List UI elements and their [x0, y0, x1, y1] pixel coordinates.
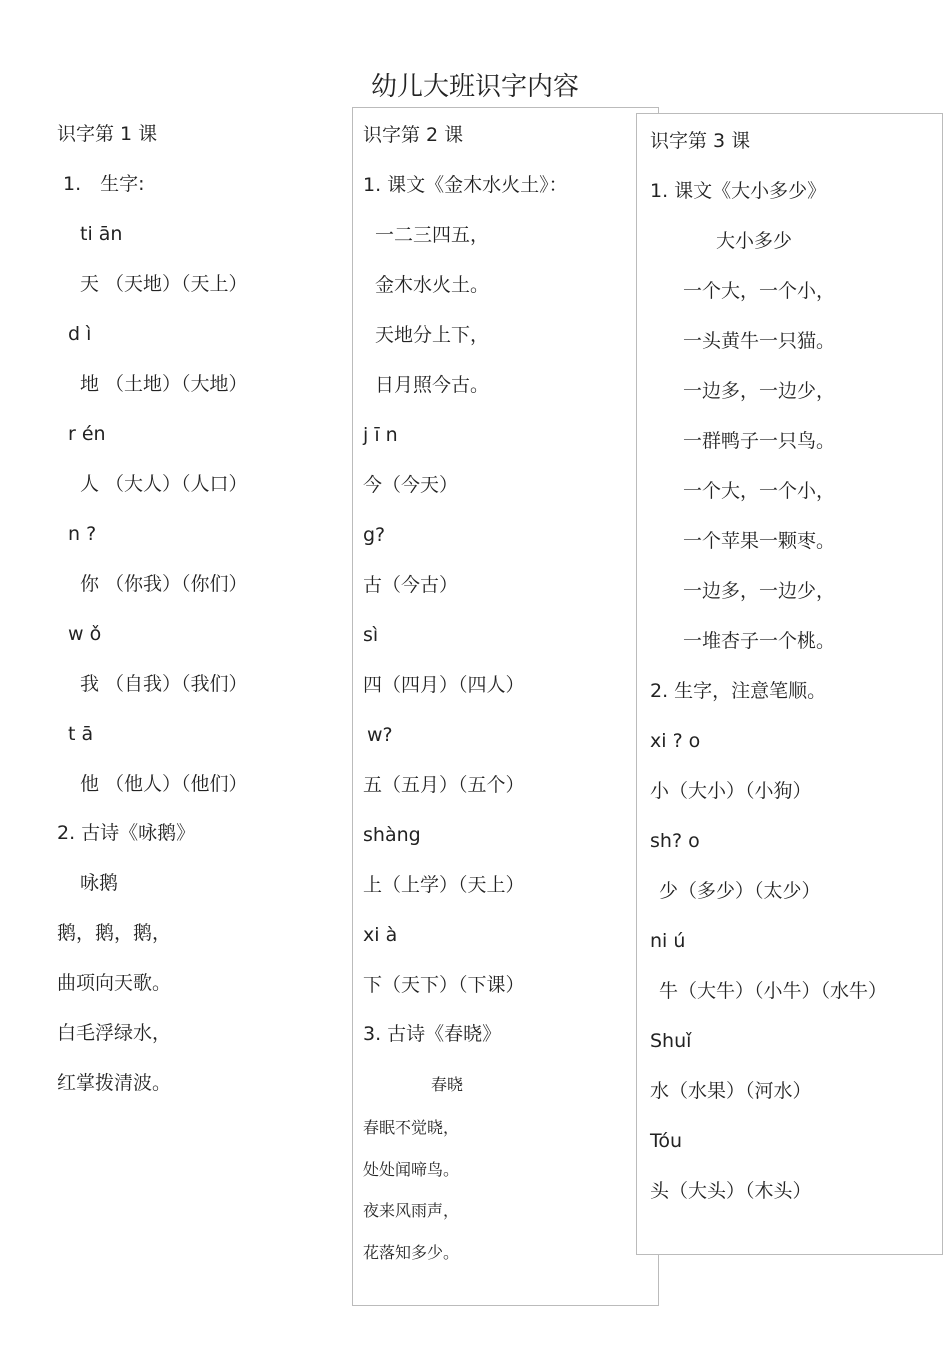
text-title: 大小多少 — [716, 230, 793, 252]
character-line: 古（今古） — [363, 574, 459, 596]
pinyin: ti ān — [80, 223, 123, 245]
text-line: 金木水火土。 — [375, 274, 490, 296]
text-line: 一边多，一边少， — [683, 580, 836, 602]
lesson-1-section-2: 2. 古诗《咏鹅》 — [57, 822, 196, 844]
character-line: 少（多少）（太少） — [659, 880, 821, 902]
pinyin: g? — [363, 524, 386, 546]
character-line: 四（四月）（四人） — [363, 674, 525, 696]
lesson-3-frame — [636, 113, 943, 1255]
poem-line: 夜来风雨声， — [363, 1201, 460, 1220]
character-line: 地 （土地）（大地） — [80, 373, 248, 395]
pinyin: shàng — [363, 824, 421, 846]
pinyin: n ? — [68, 523, 97, 545]
text-line: 一个大，一个小， — [683, 280, 836, 302]
lesson-2-frame — [352, 107, 659, 1306]
pinyin: d ì — [68, 323, 92, 345]
pinyin: Shuǐ — [650, 1030, 692, 1052]
character-line: 五（五月）（五个） — [363, 774, 525, 796]
poem-line: 曲项向天歌。 — [57, 972, 172, 994]
pinyin: Tóu — [650, 1130, 683, 1152]
pinyin: sì — [363, 624, 379, 646]
pinyin: t ā — [68, 723, 94, 745]
text-line: 一边多，一边少， — [683, 380, 836, 402]
character-line: 他 （他人）（他们） — [80, 773, 248, 795]
character-line: 头（大头）（木头） — [650, 1180, 812, 1202]
lesson-1-heading: 识字第 1 课 — [57, 123, 158, 145]
character-line: 我 （自我）（我们） — [80, 673, 248, 695]
text-line: 一个苹果一颗枣。 — [683, 530, 836, 552]
poem-line: 处处闻啼鸟。 — [363, 1160, 460, 1179]
lesson-1-section-1: 1. 生字: — [63, 173, 145, 195]
poem-line: 白毛浮绿水， — [57, 1022, 172, 1044]
lesson-3-section-1: 1. 课文《大小多少》 — [650, 180, 827, 202]
pinyin: w? — [367, 724, 393, 746]
text-line: 一堆杏子一个桃。 — [683, 630, 836, 652]
page-title: 幼儿大班识字内容 — [370, 72, 579, 102]
lesson-2-section-1: 1. 课文《金木水火土》： — [363, 174, 568, 196]
character-line: 今（今天） — [363, 474, 459, 496]
character-line: 小（大小）（小狗） — [650, 780, 812, 802]
character-line: 下（天下）（下课） — [363, 974, 525, 996]
poem-title: 咏鹅 — [80, 872, 119, 894]
pinyin: xi à — [363, 924, 398, 946]
pinyin: ni ú — [650, 930, 686, 952]
lesson-1-column — [0, 0, 340, 1345]
pinyin: j ī n — [363, 424, 398, 446]
poem-title: 春晓 — [431, 1075, 464, 1094]
character-line: 天 （天地）（天上） — [80, 273, 248, 295]
character-line: 上（上学）（天上） — [363, 874, 525, 896]
poem-line: 春眠不觉晓， — [363, 1118, 460, 1137]
pinyin: r én — [68, 423, 106, 445]
character-line: 牛（大牛）（小牛）（水牛） — [659, 980, 888, 1002]
text-line: 日月照今古。 — [375, 374, 490, 396]
pinyin: w ǒ — [68, 623, 102, 645]
lesson-3-section-2: 2. 生字，注意笔顺。 — [650, 680, 827, 702]
pinyin: xi ? o — [650, 730, 701, 752]
lesson-3-heading: 识字第 3 课 — [650, 130, 751, 152]
character-line: 你 （你我）（你们） — [80, 573, 248, 595]
text-line: 天地分上下， — [375, 324, 490, 346]
character-line: 人 （大人）（人口） — [80, 473, 248, 495]
poem-line: 红掌拨清波。 — [57, 1072, 172, 1094]
lesson-2-section-3: 3. 古诗《春晓》 — [363, 1023, 502, 1045]
character-line: 水（水果）（河水） — [650, 1080, 812, 1102]
text-line: 一二三四五， — [375, 224, 490, 246]
lesson-2-heading: 识字第 2 课 — [363, 124, 464, 146]
text-line: 一个大，一个小， — [683, 480, 836, 502]
text-line: 一群鸭子一只鸟。 — [683, 430, 836, 452]
pinyin: sh? o — [650, 830, 700, 852]
poem-line: 花落知多少。 — [363, 1243, 460, 1262]
text-line: 一头黄牛一只猫。 — [683, 330, 836, 352]
poem-line: 鹅，鹅，鹅， — [57, 922, 172, 944]
